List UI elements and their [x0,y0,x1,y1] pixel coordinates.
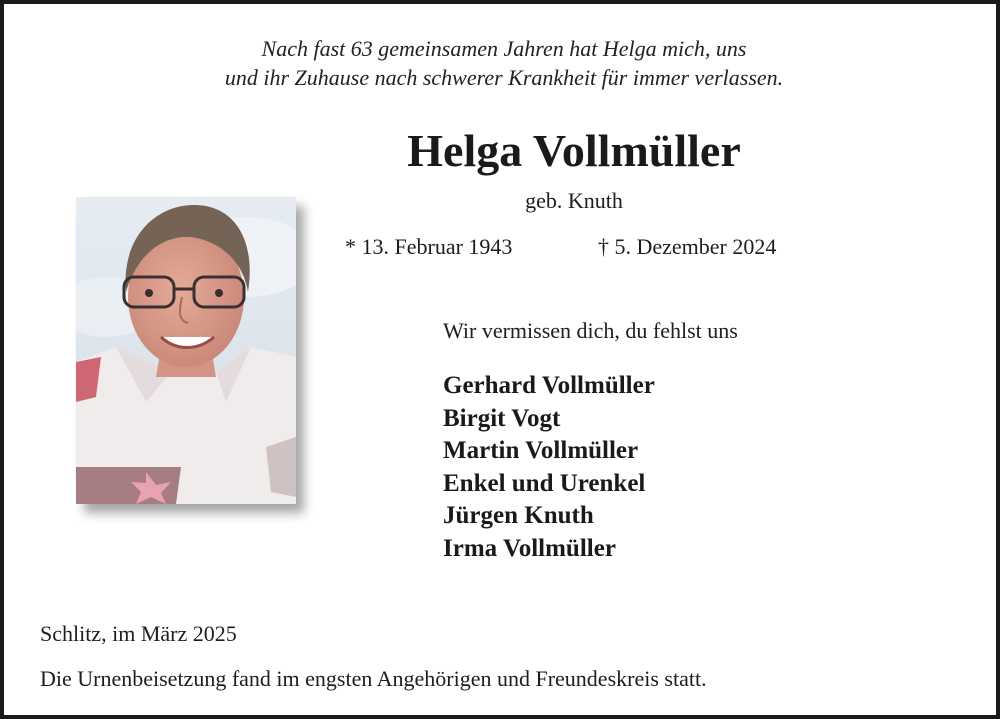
mourner-name: Irma Vollmüller [443,534,616,562]
mourner-name: Gerhard Vollmüller [443,372,655,399]
mourner-list [443,370,655,565]
portrait-photo [76,197,296,504]
mourner-name: Jürgen Knuth [443,502,594,529]
farewell-message: Wir vermissen dich, du fehlst uns [443,318,738,343]
place-and-date: Schlitz, im März 2025 [40,621,237,646]
deceased-name: Helga Vollmüller [407,125,741,176]
mourner-name: Martin Vollmüller [443,437,639,464]
intro-line-2: und ihr Zuhause nach schwerer Krankheit für immer verlassen. [224,65,784,90]
birth-date: * 13. Februar 1943 [345,234,513,259]
intro-line-1: Nach fast 63 gemeinsamen Jahren hat Helga mich, uns [261,36,747,61]
portrait-photo-icon [76,197,296,504]
maiden-name: geb. Knuth [525,188,623,213]
mourner-name: Birgit Vogt [443,404,561,432]
funeral-note: Die Urnenbeisetzung fand im engsten Angehörigen und Freundeskreis statt. [40,666,707,691]
mourner-name: Enkel und Urenkel [443,469,646,497]
death-date: † 5. Dezember 2024 [598,234,777,259]
